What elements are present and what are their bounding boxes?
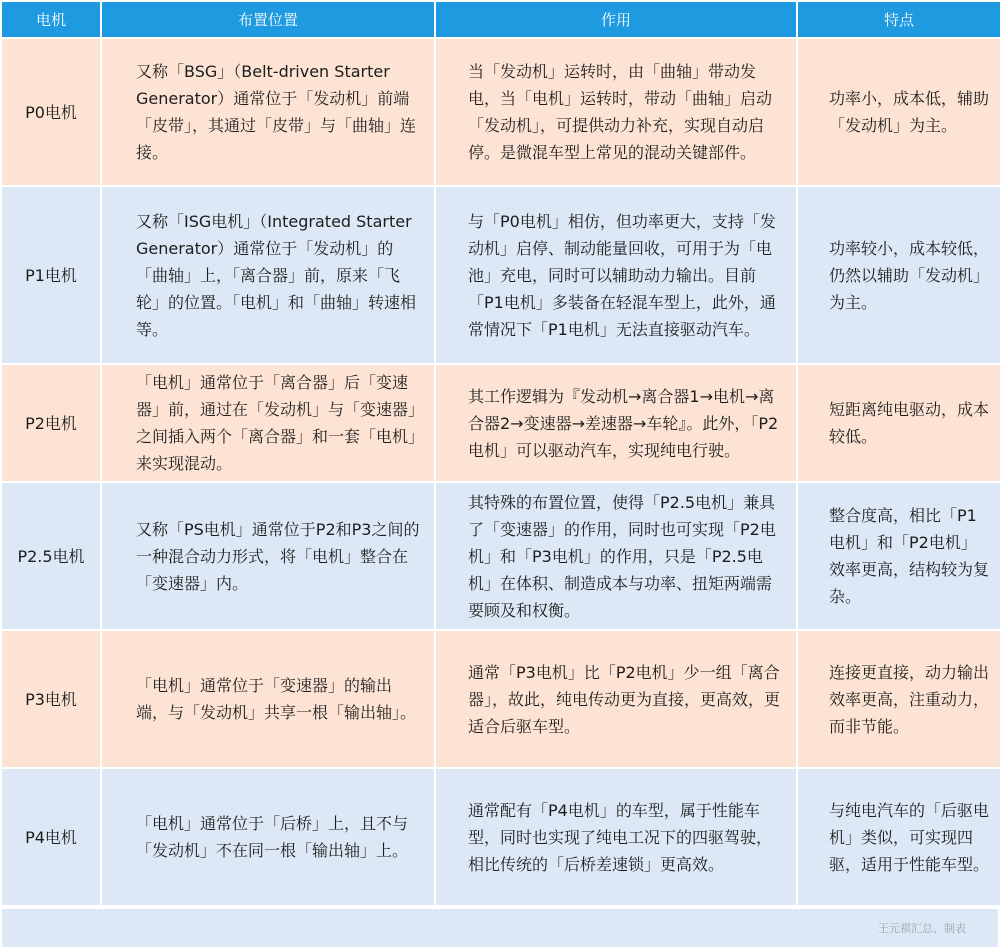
features-cell — [798, 187, 1000, 363]
position-cell — [102, 39, 434, 185]
features-text: 连接更直接，动力输出效率更高，注重动力，而非节能。 — [829, 662, 990, 736]
position-text: 又称「BSG」（Belt-driven Starter Generator）通常位于「发动机」前端「皮带」，其通过「皮带」与「曲轴」连接。 — [136, 62, 417, 162]
function-text: 通常「P3电机」比「P2电机」少一组「离合器」，故此，纯电传动更为直接，更高效，更适合后驱车型。 — [468, 662, 781, 736]
motor-name: P3电机 — [2, 631, 100, 767]
function-text: 其特殊的布置位置，使得「P2.5电机」兼具了「变速器」的作用，同时也可实现「P2电机」和「P3电机」的作用，只是「P2.5电机」在体积、制造成本与功率、扭矩两端需要顾及和权衡。 — [468, 492, 776, 620]
features-cell — [798, 39, 1000, 185]
function-cell — [436, 187, 796, 363]
motor-name: P4电机 — [2, 769, 100, 905]
function-text: 通常配有「P4电机」的车型，属于性能车型，同时也实现了纯电工况下的四驱驾驶，相比传统的「后桥差速锁」更高效。 — [468, 800, 773, 874]
position-text: 又称「PS电机」通常位于P2和P3之间的一种混合动力形式，将「电机」整合在「变速器」内。 — [136, 519, 420, 593]
features-text: 短距离纯电驱动，成本较低。 — [829, 400, 990, 446]
header-function: 作用 — [436, 2, 796, 37]
table-row-p2 — [2, 365, 1000, 481]
motor-name: P1电机 — [2, 187, 100, 363]
table-footer — [2, 909, 998, 947]
features-cell — [798, 483, 1000, 629]
table-header-row — [2, 2, 1000, 37]
function-cell — [436, 365, 796, 481]
position-cell — [102, 365, 434, 481]
motor-name: P2电机 — [2, 365, 100, 481]
table-row-p0 — [2, 39, 1000, 185]
header-position: 布置位置 — [102, 2, 434, 37]
features-text: 整合度高，相比「P1电机」和「P2电机」效率更高，结构较为复杂。 — [829, 506, 990, 606]
table-row-p2-5 — [2, 483, 1000, 629]
position-text: 「电机」通常位于「变速器」的输出端，与「发动机」共享一根「输出轴」。 — [136, 676, 417, 722]
features-cell — [798, 631, 1000, 767]
motor-name: P0电机 — [2, 39, 100, 185]
features-text: 与纯电汽车的「后驱电机」类似，可实现四驱，适用于性能车型。 — [829, 800, 990, 874]
position-text: 「电机」通常位于「后桥」上，且不与「发动机」不在同一根「输出轴」上。 — [136, 814, 409, 860]
features-cell — [798, 365, 1000, 481]
credit-text: 王元祺汇总、制表 — [878, 922, 966, 935]
features-text: 功率小，成本低，辅助「发动机」为主。 — [829, 89, 990, 135]
function-text: 与「P0电机」相仿，但功率更大，支持「发动机」启停、制动能量回收，可用于为「电池」充电，同时可以辅助动力输出。目前「P1电机」多装备在轻混车型上，此外，通常情况下「P1电机」无法直接驱动汽车。 — [468, 211, 776, 339]
position-cell — [102, 631, 434, 767]
table-row-p3 — [2, 631, 1000, 767]
position-cell — [102, 483, 434, 629]
header-motor: 电机 — [2, 2, 100, 37]
position-text: 又称「ISG电机」（Integrated Starter Generator）通常位于「发动机」的「曲轴」上，「离合器」前，原来「飞轮」的位置。「电机」和「曲轴」转速相等。 — [136, 211, 417, 339]
function-text: 当「发动机」运转时，由「曲轴」带动发电，当「电机」运转时，带动「曲轴」启动「发动机」，可提供动力补充，实现自动启停。是微混车型上常见的混动关键部件。 — [468, 62, 773, 162]
header-features: 特点 — [798, 2, 1000, 37]
function-cell — [436, 39, 796, 185]
table-row-p4 — [2, 769, 1000, 905]
features-cell — [798, 769, 1000, 905]
features-text: 功率较小，成本较低，仍然以辅助「发动机」为主。 — [829, 238, 990, 312]
table-row-p1 — [2, 187, 1000, 363]
position-cell — [102, 187, 434, 363]
position-text: 「电机」通常位于「离合器」后「变速器」前，通过在「发动机」与「变速器」之间插入两个「离合器」和一套「电机」来实现混动。 — [136, 373, 417, 473]
position-cell — [102, 769, 434, 905]
function-cell — [436, 631, 796, 767]
motor-name: P2.5电机 — [2, 483, 100, 629]
function-text: 其工作逻辑为『发动机→离合器1→电机→离合器2→变速器→差速器→车轮』。此外，「P2电机」可以驱动汽车，实现纯电行驶。 — [468, 386, 779, 460]
function-cell — [436, 483, 796, 629]
function-cell — [436, 769, 796, 905]
